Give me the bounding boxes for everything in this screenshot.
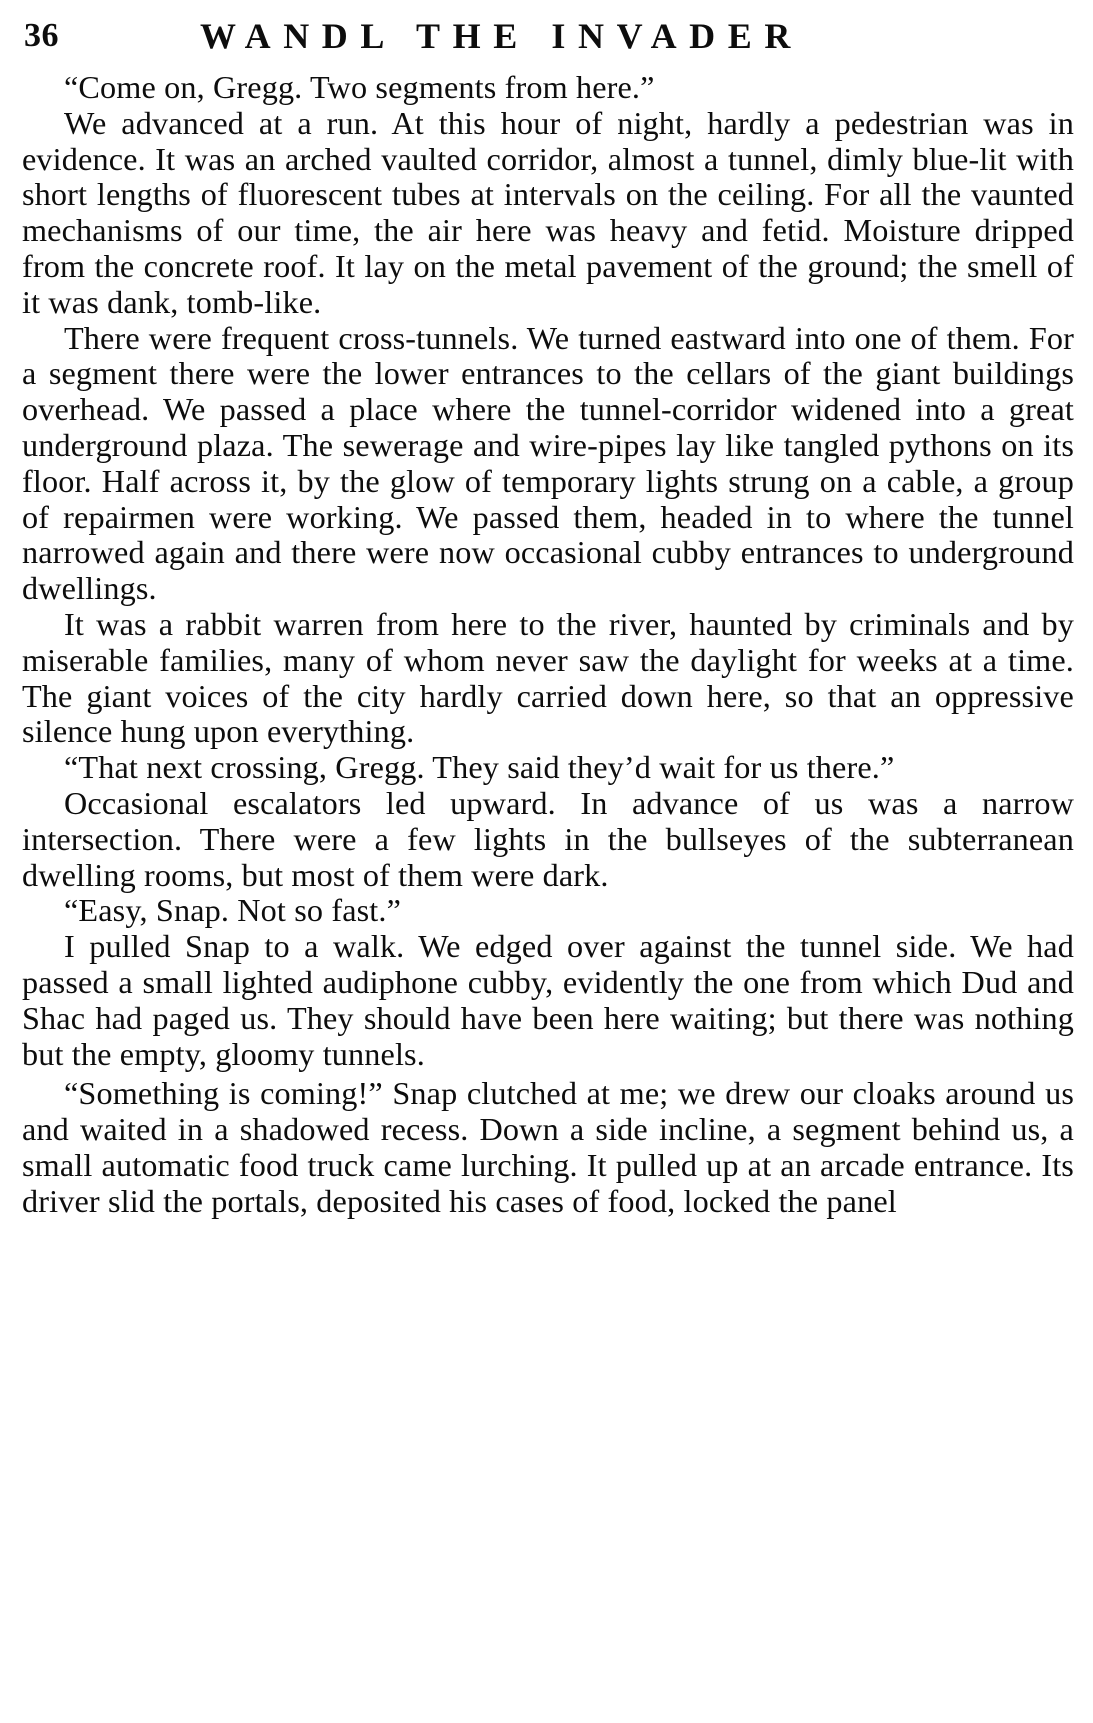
paragraph: We advanced at a run. At this hour of night, hardly a pedestrian was in evidence. It was an arched vaulted corridor, almost a tunnel, dimly blue-lit with short lengths of fluorescent tubes at intervals on the ceiling. For all the vaunted mechanisms of our time, the air here was heavy and fetid. Moisture dripped from the concrete roof. It lay on the metal pavement of the ground; the smell of it was dank, tomb-like. xyxy=(22,104,1074,320)
paragraph: It was a rabbit warren from here to the river, haunted by criminals and by miserable families, many of whom never saw the daylight for weeks at a time. The giant voices of the city hardly carried down here, so that an oppressive silence hung upon everything. xyxy=(22,605,1074,750)
page-number: 36 xyxy=(24,17,59,54)
paragraph: Occasional escalators led upward. In advance of us was a narrow intersection. There were a few lights in the bullseyes of the subterranean dwelling rooms, but most of them were dark. xyxy=(22,784,1074,893)
body-text xyxy=(22,70,1074,1220)
paragraph: “Easy, Snap. Not so fast.” xyxy=(64,892,402,929)
paragraph: “Something is coming!” Snap clutched at me; we drew our cloaks around us and waited in a shadowed recess. Down a side incline, a segment behind us, a small automatic food truck came lurching. It pulled up at an arcade entrance. Its driver slid the portals, deposited his cases of food, locked the panel xyxy=(22,1075,1074,1219)
paragraph: “That next crossing, Gregg. They said they’d wait for us there.” xyxy=(64,749,895,786)
paragraph: There were frequent cross-tunnels. We turned eastward into one of them. For a segment there were the lower entrances to the cellars of the giant buildings overhead. We passed a place where the tunnel-corridor widened into a great underground plaza. The sewerage and wire-pipes lay like tangled pythons on its floor. Half across it, by the glow of temporary lights strung on a cable, a group of repairmen were working. We passed them, headed in to where the tunnel narrowed again and there were now occasional cubby entrances to underground dwellings. xyxy=(22,319,1074,607)
paragraph: “Come on, Gregg. Two segments from here.” xyxy=(64,69,655,105)
running-title: WANDL THE INVADER xyxy=(200,16,803,56)
running-head xyxy=(24,14,1074,58)
paragraph: I pulled Snap to a walk. We edged over against the tunnel side. We had passed a small lighted audiphone cubby, evidently the one from which Dud and Shac had paged us. They should have been here waiting; but there was nothing but the empty, gloomy tunnels. xyxy=(22,928,1074,1072)
